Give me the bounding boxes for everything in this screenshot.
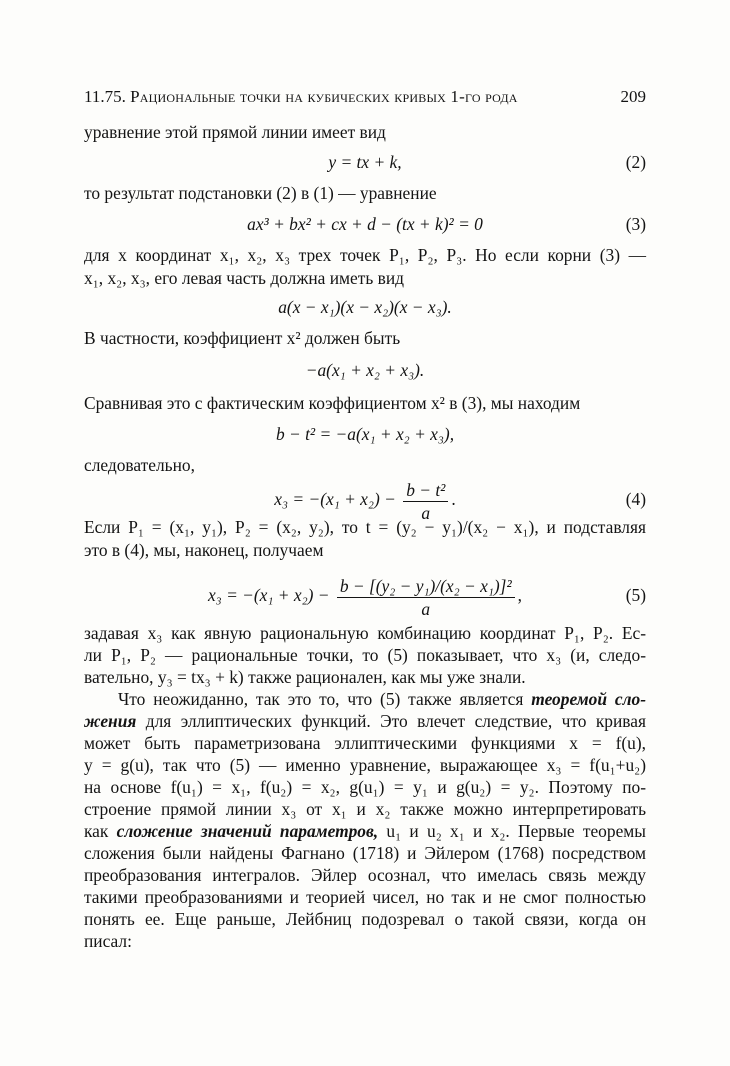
equation-3 bbox=[84, 212, 646, 236]
equation-body: y = tx + k, bbox=[328, 152, 402, 172]
numerator: b − [(y₂ − y₁)/(x₂ − x₁)]² bbox=[337, 575, 515, 598]
equation-2 bbox=[84, 150, 646, 174]
equation-body: a(x − x₁)(x − x₂)(x − x₃). bbox=[278, 297, 452, 317]
emphasis: сложение значений параметров, bbox=[116, 821, 379, 841]
equation-number: (5) bbox=[625, 585, 646, 605]
running-title: Рациональные точки на кубических кривых 1-го рода bbox=[130, 87, 518, 106]
text-line: y = g(u), так что (5) — именно уравнение, выражающее x₃ = f(u₁+u₂) bbox=[84, 755, 646, 775]
equation-5 bbox=[84, 570, 646, 620]
text-run: для эллиптических функций. Это влечет следствие, что кривая bbox=[145, 711, 646, 731]
text-line: на основе f(u₁) = x₁, f(u₂) = x₂, g(u₁) = y₁ и g(u₂) = y₂. Поэтому по- bbox=[84, 777, 646, 797]
equation-number: (3) bbox=[625, 214, 646, 234]
text-line: задавая x₃ как явную рациональную комбинацию координат P₁, P₂. Ес- bbox=[84, 623, 646, 643]
denominator: a bbox=[421, 598, 431, 619]
text-line: понять ее. Еще раньше, Лейбниц подозревал о такой связи, когда он bbox=[84, 909, 646, 929]
fraction bbox=[337, 575, 515, 620]
text-run: u₁ и u₂ x₁ и x₂. Первые теоремы bbox=[386, 821, 646, 841]
text-line: уравнение этой прямой линии имеет вид bbox=[84, 122, 386, 142]
equation-end: , bbox=[517, 585, 523, 605]
text-line: сложения были найдены Фагнано (1718) и Эйлером (1768) посредством bbox=[84, 843, 646, 863]
text-line: может быть параметризована эллиптическими функциями x = f(u), bbox=[84, 733, 646, 753]
text-line: строение прямой линии x₃ от x₁ и x₂ также можно интерпретировать bbox=[84, 799, 646, 819]
equation-number: (2) bbox=[625, 152, 646, 172]
text-line bbox=[118, 688, 646, 710]
section-number: 11.75. bbox=[84, 87, 126, 106]
equation-body: ax³ + bx² + cx + d − (tx + k)² = 0 bbox=[247, 214, 483, 234]
equation-left: x₃ = −(x₁ + x₂) − bbox=[274, 489, 396, 509]
page-number: 209 bbox=[620, 87, 646, 106]
text-line: такими преобразованиями и теорией чисел, но так и не смог полностью bbox=[84, 887, 646, 907]
text-line bbox=[84, 820, 646, 842]
numerator: b − t² bbox=[403, 479, 448, 502]
text-line: следовательно, bbox=[84, 455, 195, 475]
text-line: вательно, y₃ = tx₃ + k) также рационален, как мы уже знали. bbox=[84, 667, 526, 687]
text-line: преобразования интегралов. Эйлер осознал, что имелась связь между bbox=[84, 865, 646, 885]
text-run: как bbox=[84, 821, 109, 841]
text-line: ли P₁, P₂ — рациональные точки, то (5) показывает, что x₃ (и, следо- bbox=[84, 645, 646, 665]
equation-body: b − t² = −a(x₁ + x₂ + x₃), bbox=[275, 424, 455, 444]
text-line: Если P₁ = (x₁, y₁), P₂ = (x₂, y₂), то t = (y₂ − y₁)/(x₂ − x₁), и подставляя bbox=[84, 517, 646, 537]
running-header bbox=[84, 86, 646, 108]
equation-end: . bbox=[451, 489, 456, 509]
denominator: a bbox=[421, 502, 431, 523]
equation-number: (4) bbox=[625, 489, 646, 509]
text-line: то результат подстановки (2) в (1) — уравнение bbox=[84, 183, 437, 203]
equation-compare bbox=[84, 422, 646, 446]
emphasis: жения bbox=[84, 711, 137, 731]
text-line bbox=[84, 710, 646, 732]
text-line: Сравнивая это с фактическим коэффициентом x² в (3), мы находим bbox=[84, 393, 581, 413]
text-line: В частности, коэффициент x² должен быть bbox=[84, 328, 401, 348]
text-line: это в (4), мы, наконец, получаем bbox=[84, 540, 324, 560]
text-line: писал: bbox=[84, 931, 132, 951]
text-line: x₁, x₂, x₃, его левая часть должна иметь вид bbox=[84, 268, 404, 288]
equation-left: x₃ = −(x₁ + x₂) − bbox=[207, 585, 330, 605]
equation-body: −a(x₁ + x₂ + x₃). bbox=[305, 360, 425, 380]
text-line: для x координат x₁, x₂, x₃ трех точек P₁, P₂, P₃. Но если корни (3) — bbox=[84, 245, 646, 265]
equation-roots bbox=[84, 295, 646, 319]
emphasis: теоремой сло- bbox=[531, 689, 646, 709]
equation-coefficient bbox=[84, 358, 646, 382]
text-run: Что неожиданно, так это то, что (5) также является bbox=[118, 689, 524, 709]
